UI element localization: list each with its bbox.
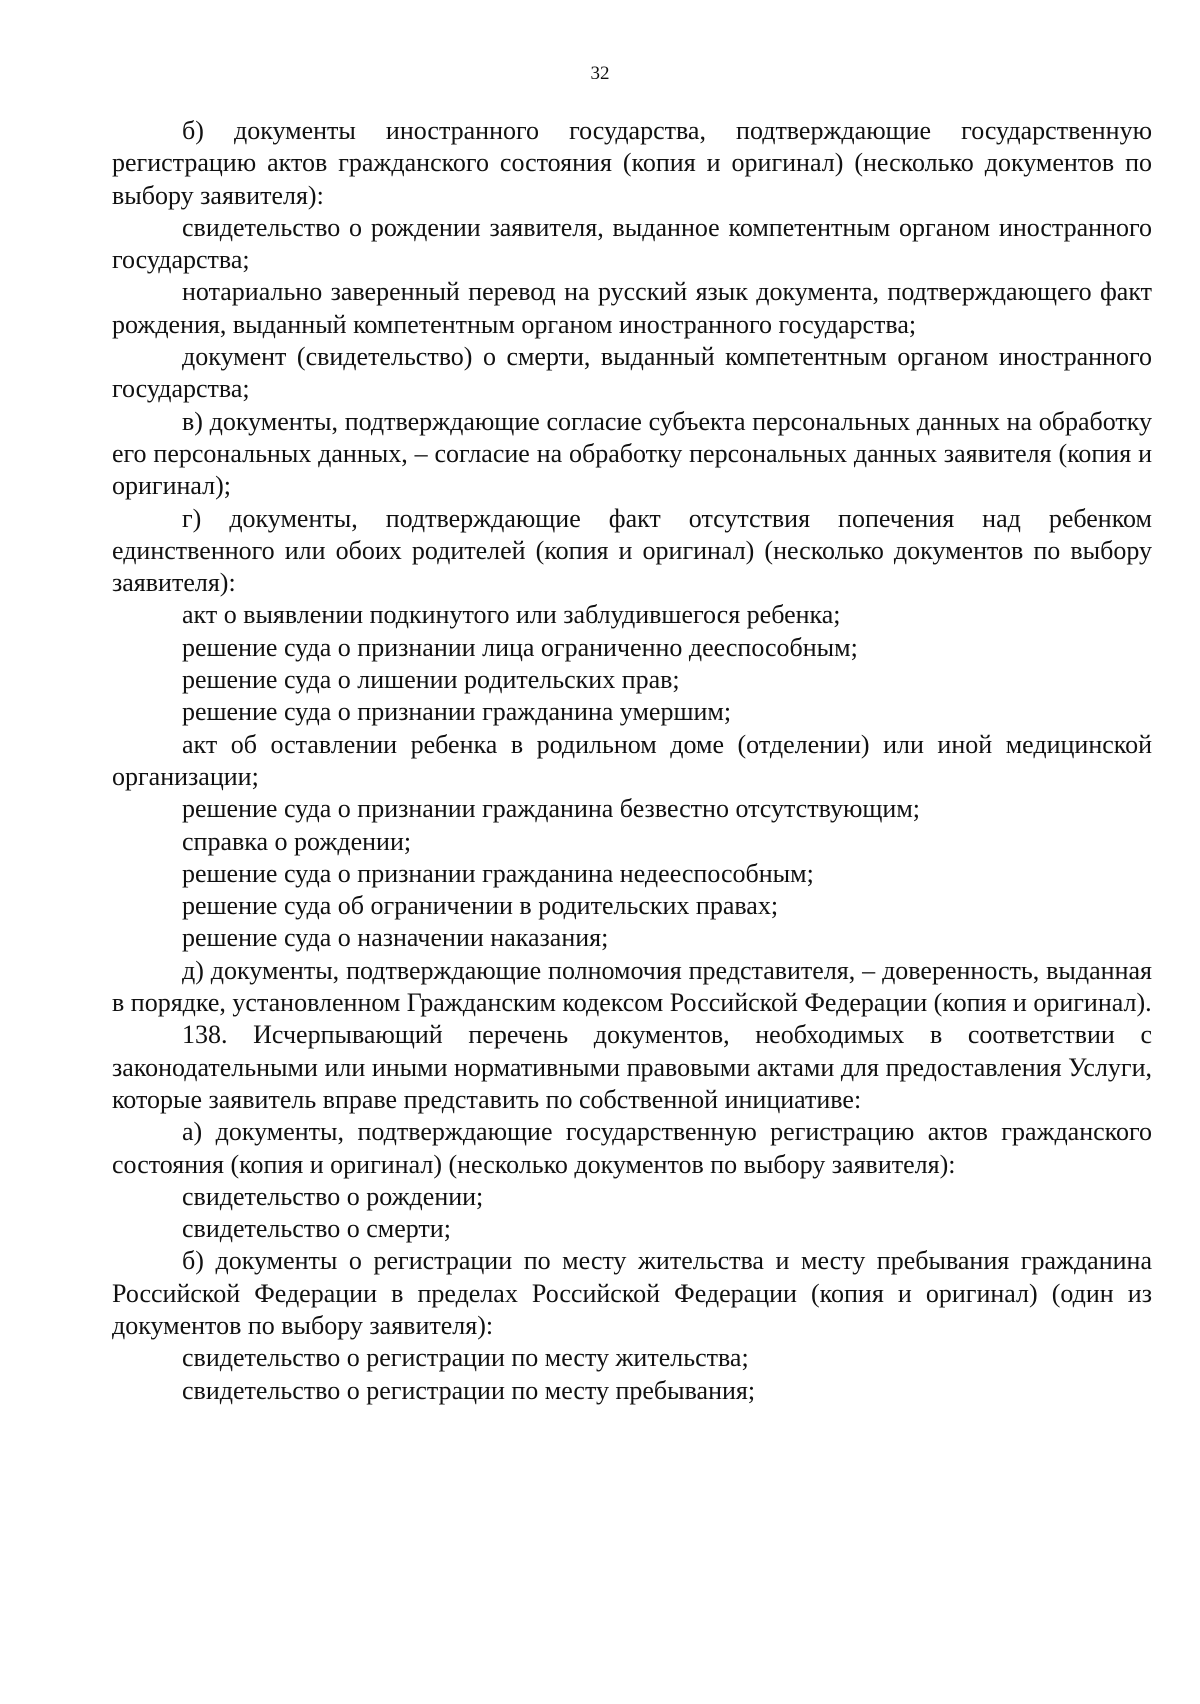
document-body xyxy=(112,115,1152,1407)
list-item: нотариально заверенный перевод на русский язык документа, подтверждающего факт рождения, выданный компетентным органом иностранного государства; xyxy=(112,277,1152,339)
list-item: решение суда о назначении наказания; xyxy=(182,923,609,953)
paragraph-representative-docs: д) документы, подтверждающие полномочия представителя, – доверенность, выданная в порядке, установленном Гражданским кодексом Российской Федерации (копия и оригинал). xyxy=(112,955,1152,1018)
list-item: акт о выявлении подкинутого или заблудившегося ребенка; xyxy=(182,600,841,630)
list-item: свидетельство о регистрации по месту пребывания; xyxy=(182,1375,756,1405)
page-number: 32 xyxy=(590,63,610,84)
list-item: справка о рождении; xyxy=(182,826,412,856)
list-item: свидетельство о рождении заявителя, выданное компетентным органом иностранного государства; xyxy=(112,212,1152,275)
paragraph-registration-docs: б) документы о регистрации по месту жительства и месту пребывания гражданина Российской Федерации в пределах Российской Федерации (копия и оригинал) (один из документов по выбору заявителя): xyxy=(112,1246,1152,1340)
paragraph-section-138: 138. Исчерпывающий перечень документов, необходимых в соответствии с законодательными или иными нормативными правовыми актами для предоставления Услуги, которые заявитель вправе представить по собственной инициативе: xyxy=(112,1020,1152,1114)
list-item: решение суда об ограничении в родительских правах; xyxy=(182,891,779,921)
list-item: решение суда о признании гражданина безвестно отсутствующим; xyxy=(182,794,920,824)
list-item: свидетельство о регистрации по месту жительства; xyxy=(182,1343,749,1373)
paragraph-civil-status-docs: а) документы, подтверждающие государственную регистрацию актов гражданского состояния (копия и оригинал) (несколько документов по выбору заявителя): xyxy=(112,1117,1152,1179)
list-item: свидетельство о рождении; xyxy=(182,1181,484,1211)
list-item: акт об оставлении ребенка в родильном доме (отделении) или иной медицинской организации; xyxy=(112,729,1152,791)
paragraph-no-care-docs: г) документы, подтверждающие факт отсутствия попечения над ребенком единственного или обоих родителей (копия и оригинал) (несколько документов по выбору заявителя): xyxy=(112,503,1152,598)
list-item: документ (свидетельство) о смерти, выданный компетентным органом иностранного государства; xyxy=(112,342,1152,404)
list-item: решение суда о признании лица ограниченно дееспособным; xyxy=(182,632,858,662)
list-item: решение суда о лишении родительских прав; xyxy=(182,665,680,695)
list-item: решение суда о признании гражданина недееспособным; xyxy=(182,858,814,888)
paragraph-foreign-docs: б) документы иностранного государства, подтверждающие государственную регистрацию актов гражданского состояния (копия и оригинал) (несколько документов по выбору заявителя): xyxy=(112,116,1152,210)
paragraph-consent-docs: в) документы, подтверждающие согласие субъекта персональных данных на обработку его персональных данных, – согласие на обработку персональных данных заявителя (копия и оригинал); xyxy=(112,406,1152,501)
list-item: свидетельство о смерти; xyxy=(182,1214,451,1244)
list-item: решение суда о признании гражданина умершим; xyxy=(182,697,732,727)
